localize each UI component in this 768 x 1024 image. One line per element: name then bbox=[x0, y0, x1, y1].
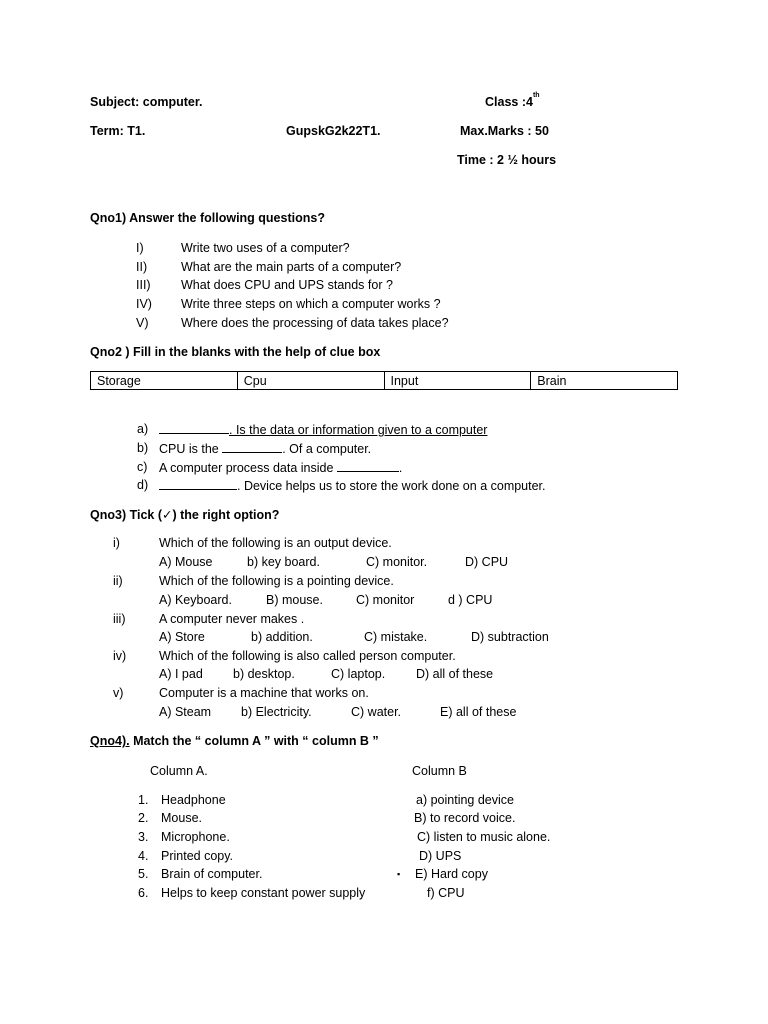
q1-item-text: What does CPU and UPS stands for ? bbox=[181, 278, 393, 292]
q1-item-num: II) bbox=[136, 260, 148, 274]
q2-item-text: . Is the data or information given to a computer bbox=[229, 423, 488, 437]
q3-option: A) Mouse bbox=[159, 555, 213, 569]
q3-question: Which of the following is an output device. bbox=[159, 536, 392, 550]
q1-item-num: I) bbox=[136, 241, 144, 255]
q3-option: A) I pad bbox=[159, 667, 203, 681]
q1-item-text: What are the main parts of a computer? bbox=[181, 260, 402, 274]
clue-cell: Brain bbox=[531, 372, 678, 390]
max-marks: Max.Marks : 50 bbox=[460, 124, 549, 138]
col-a-item: Microphone. bbox=[161, 830, 230, 844]
q3-item-num: iv) bbox=[113, 649, 127, 663]
class-label bbox=[485, 92, 540, 109]
col-b-item: B) to record voice. bbox=[414, 811, 516, 825]
column-a-title: Column A. bbox=[150, 764, 208, 778]
q1-item-num: III) bbox=[136, 278, 151, 292]
q3-question: Which of the following is a pointing device. bbox=[159, 574, 394, 588]
q1-item-text: Write three steps on which a computer works ? bbox=[181, 297, 441, 311]
q2-item-pre: CPU is the bbox=[159, 442, 223, 456]
q1-item-num: IV) bbox=[136, 297, 152, 311]
q3-item-num: v) bbox=[113, 686, 124, 700]
bullet-icon: ▪ bbox=[397, 869, 401, 879]
q3-option: D) all of these bbox=[416, 667, 494, 681]
answer-blank bbox=[159, 478, 237, 490]
q2-item-text: . bbox=[398, 461, 403, 475]
q2-item bbox=[159, 441, 371, 456]
q3-question: A computer never makes . bbox=[159, 612, 305, 626]
q3-item-num: ii) bbox=[113, 574, 123, 588]
clue-box bbox=[90, 371, 678, 390]
q1-heading: Qno1) Answer the following questions? bbox=[90, 211, 325, 225]
q3-question: Which of the following is also called person computer. bbox=[159, 649, 456, 663]
q1-item-num: V) bbox=[136, 316, 149, 330]
q2-item-num: d) bbox=[137, 478, 149, 492]
answer-blank bbox=[337, 460, 399, 472]
col-a-num: 6. bbox=[138, 886, 149, 900]
q3-option: C) water. bbox=[351, 705, 402, 719]
col-a-num: 5. bbox=[138, 867, 149, 881]
term-label: Term: T1. bbox=[90, 124, 146, 138]
q3-option: C) monitor bbox=[356, 593, 415, 607]
answer-blank bbox=[222, 441, 282, 453]
q2-item-num: a) bbox=[137, 422, 149, 436]
paper-code: GupskG2k22T1. bbox=[286, 124, 381, 138]
q3-option: D) subtraction bbox=[471, 630, 549, 644]
q3-option: b) Electricity. bbox=[241, 705, 312, 719]
q3-option: B) mouse. bbox=[266, 593, 323, 607]
q3-item-num: iii) bbox=[113, 612, 126, 626]
q3-option: A) Steam bbox=[159, 705, 212, 719]
q3-heading: Qno3) Tick (✓) the right option? bbox=[90, 508, 280, 522]
q1-item-text: Write two uses of a computer? bbox=[181, 241, 350, 255]
col-a-item: Printed copy. bbox=[161, 849, 234, 863]
q3-option: D) CPU bbox=[465, 555, 509, 569]
q3-option: b) addition. bbox=[251, 630, 313, 644]
q1-item-text: Where does the processing of data takes place? bbox=[181, 316, 449, 330]
q3-option: C) laptop. bbox=[331, 667, 386, 681]
answer-blank bbox=[159, 422, 229, 434]
time-label: Time : 2 ½ hours bbox=[457, 153, 557, 167]
q3-option: E) all of these bbox=[440, 705, 517, 719]
col-a-item: Helps to keep constant power supply bbox=[161, 886, 366, 900]
clue-cell: Cpu bbox=[237, 372, 384, 390]
q4-heading bbox=[90, 734, 379, 748]
col-b-item: D) UPS bbox=[419, 849, 462, 863]
clue-cell: Storage bbox=[91, 372, 238, 390]
q2-item bbox=[159, 422, 487, 437]
col-a-num: 4. bbox=[138, 849, 149, 863]
column-b-title: Column B bbox=[412, 764, 467, 778]
q3-option: b) key board. bbox=[247, 555, 320, 569]
q3-item-num: i) bbox=[113, 536, 120, 550]
col-a-num: 1. bbox=[138, 793, 149, 807]
q3-option: b) desktop. bbox=[233, 667, 295, 681]
q4-heading-text: Match the “ column A ” with “ column B ” bbox=[129, 734, 379, 748]
q2-item-num: b) bbox=[137, 441, 149, 455]
q3-question: Computer is a machine that works on. bbox=[159, 686, 369, 700]
q3-option: d ) CPU bbox=[448, 593, 493, 607]
col-a-item: Mouse. bbox=[161, 811, 202, 825]
col-b-item: E) Hard copy bbox=[415, 867, 488, 881]
q2-item-text: . Device helps us to store the work done on a computer. bbox=[237, 479, 546, 493]
q2-item bbox=[159, 460, 402, 475]
clue-cell: Input bbox=[384, 372, 531, 390]
col-b-item: f) CPU bbox=[427, 886, 465, 900]
col-b-item: a) pointing device bbox=[416, 793, 514, 807]
q4-heading-number: Qno4). bbox=[90, 734, 130, 748]
q3-option: A) Keyboard. bbox=[159, 593, 232, 607]
q3-option: C) monitor. bbox=[366, 555, 428, 569]
subject-label: Subject: computer. bbox=[90, 95, 203, 109]
col-a-num: 2. bbox=[138, 811, 149, 825]
class-superscript: th bbox=[532, 92, 540, 99]
q3-option: A) Store bbox=[159, 630, 205, 644]
col-a-item: Headphone bbox=[161, 793, 226, 807]
q2-item-text: . Of a computer. bbox=[282, 442, 372, 456]
col-b-item: C) listen to music alone. bbox=[417, 830, 551, 844]
class-text: Class :4 bbox=[485, 95, 533, 109]
q2-heading: Qno2 ) Fill in the blanks with the help of clue box bbox=[90, 345, 381, 359]
q2-item-pre: A computer process data inside bbox=[159, 461, 337, 475]
q2-item bbox=[159, 478, 546, 493]
col-a-num: 3. bbox=[138, 830, 149, 844]
q2-item-num: c) bbox=[137, 460, 148, 474]
q3-option: C) mistake. bbox=[364, 630, 428, 644]
col-a-item: Brain of computer. bbox=[161, 867, 263, 881]
